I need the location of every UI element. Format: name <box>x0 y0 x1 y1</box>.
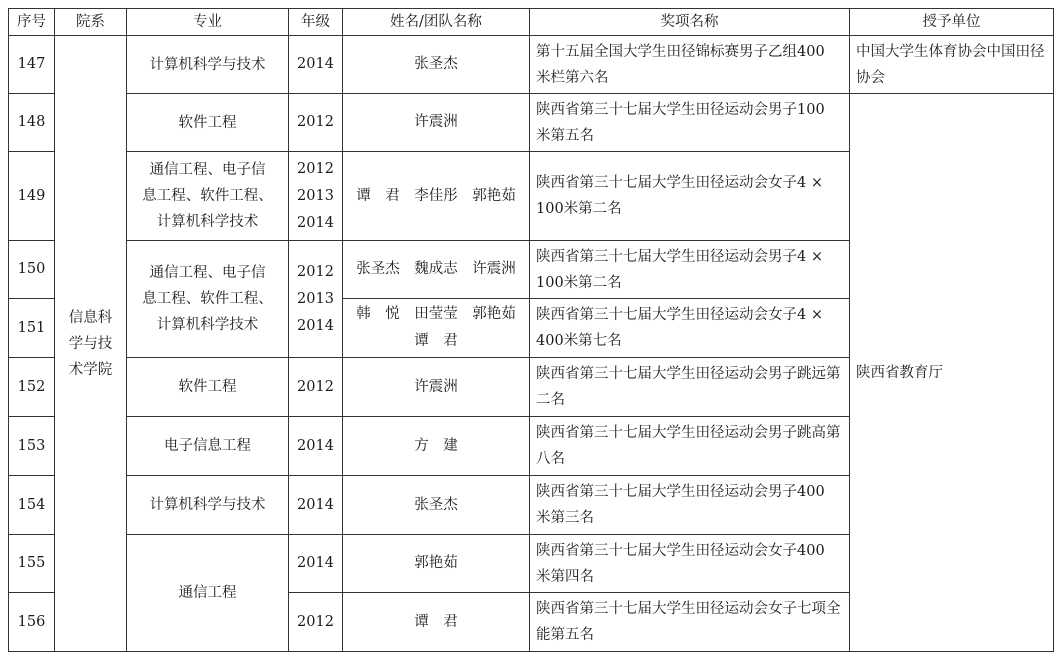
cell-grade: 2012 <box>289 593 343 652</box>
grade-line: 2013 <box>297 290 334 307</box>
cell-name: 张圣杰 魏成志 许震洲 <box>343 241 530 299</box>
table-header-row <box>9 9 1054 36</box>
cell-seq: 147 <box>9 36 55 94</box>
grade-line: 2014 <box>297 214 334 231</box>
cell-award: 陕西省第三十七届大学生田径运动会男子100 米第五名 <box>530 94 850 152</box>
cell-major: 软件工程 <box>127 358 289 417</box>
cell-award: 陕西省第三十七届大学生田径运动会男子4 × 100米第二名 <box>530 241 850 299</box>
cell-grade: 2014 <box>289 476 343 535</box>
cell-name: 许震洲 <box>343 358 530 417</box>
cell-award: 陕西省第三十七届大学生田径运动会女子400 米第四名 <box>530 535 850 593</box>
major-line: 计算机科学技术 <box>156 317 259 333</box>
header-seq: 序号 <box>9 9 55 36</box>
cell-name: 郭艳茹 <box>343 535 530 593</box>
department-text <box>69 305 113 383</box>
cell-department <box>55 36 127 652</box>
cell-issuer: 中国大学生体育协会中国田径协会 <box>850 36 1054 94</box>
cell-grade: 2014 <box>289 535 343 593</box>
header-issuer: 授予单位 <box>850 9 1054 36</box>
cell-seq: 148 <box>9 94 55 152</box>
cell-major: 计算机科学与技术 <box>127 476 289 535</box>
cell-name: 张圣杰 <box>343 36 530 94</box>
awards-table <box>8 8 1054 652</box>
name-line: 韩 悦 田莹莹 郭艳茹 <box>356 306 516 322</box>
cell-award: 陕西省第三十七届大学生田径运动会男子跳高第八名 <box>530 417 850 476</box>
grade-line: 2012 <box>297 160 334 177</box>
cell-seq: 150 <box>9 241 55 299</box>
header-award: 奖项名称 <box>530 9 850 36</box>
cell-major-merged: 通信工程 <box>127 535 289 652</box>
cell-seq: 151 <box>9 299 55 358</box>
header-grade: 年级 <box>289 9 343 36</box>
cell-name: 方 建 <box>343 417 530 476</box>
cell-major: 软件工程 <box>127 94 289 152</box>
cell-seq: 154 <box>9 476 55 535</box>
cell-grade: 2012 <box>289 94 343 152</box>
cell-grade: 2014 <box>289 417 343 476</box>
cell-issuer-merged: 陕西省教育厅 <box>850 94 1054 652</box>
department-line: 信息科 <box>68 309 113 326</box>
awards-sheet <box>8 8 1053 652</box>
cell-seq: 149 <box>9 152 55 241</box>
cell-name: 许震洲 <box>343 94 530 152</box>
cell-award: 第十五届全国大学生田径锦标赛男子乙组400 米栏第六名 <box>530 36 850 94</box>
department-full-name <box>8 652 9 653</box>
cell-seq: 152 <box>9 358 55 417</box>
grade-line: 2013 <box>297 187 334 204</box>
cell-grade: 2012 <box>289 358 343 417</box>
header-name: 姓名/团队名称 <box>343 9 530 36</box>
cell-award: 陕西省第三十七届大学生田径运动会女子4 × 400米第七名 <box>530 299 850 358</box>
cell-grade: 2014 <box>289 36 343 94</box>
cell-name: 谭 君 李佳彤 郭艳茹 <box>343 152 530 241</box>
grade-line: 2012 <box>297 263 334 280</box>
cell-grade <box>289 152 343 241</box>
grade-line: 2014 <box>297 317 334 334</box>
cell-seq: 153 <box>9 417 55 476</box>
cell-name <box>343 299 530 358</box>
header-major: 专业 <box>127 9 289 36</box>
cell-award: 陕西省第三十七届大学生田径运动会男子跳远第二名 <box>530 358 850 417</box>
major-line: 息工程、软件工程、 <box>142 291 273 307</box>
cell-seq: 155 <box>9 535 55 593</box>
cell-major: 计算机科学与技术 <box>127 36 289 94</box>
major-line: 计算机科学技术 <box>156 214 259 230</box>
table-row <box>9 94 1054 152</box>
major-line: 通信工程、电子信 <box>149 162 266 178</box>
cell-name: 谭 君 <box>343 593 530 652</box>
cell-seq: 156 <box>9 593 55 652</box>
cell-award: 陕西省第三十七届大学生田径运动会女子4 × 100米第二名 <box>530 152 850 241</box>
cell-major <box>127 152 289 241</box>
cell-name: 张圣杰 <box>343 476 530 535</box>
major-line: 通信工程、电子信 <box>149 265 266 281</box>
cell-grade-merged <box>289 241 343 358</box>
table-row <box>9 36 1054 94</box>
cell-major-merged <box>127 241 289 358</box>
cell-major: 电子信息工程 <box>127 417 289 476</box>
header-dept: 院系 <box>55 9 127 36</box>
cell-award: 陕西省第三十七届大学生田径运动会男子400 米第三名 <box>530 476 850 535</box>
department-line: 学与技 <box>68 335 113 352</box>
name-line: 谭 君 <box>414 333 458 349</box>
major-line: 息工程、软件工程、 <box>142 188 273 204</box>
department-line: 术学院 <box>68 361 113 378</box>
cell-award: 陕西省第三十七届大学生田径运动会女子七项全能第五名 <box>530 593 850 652</box>
